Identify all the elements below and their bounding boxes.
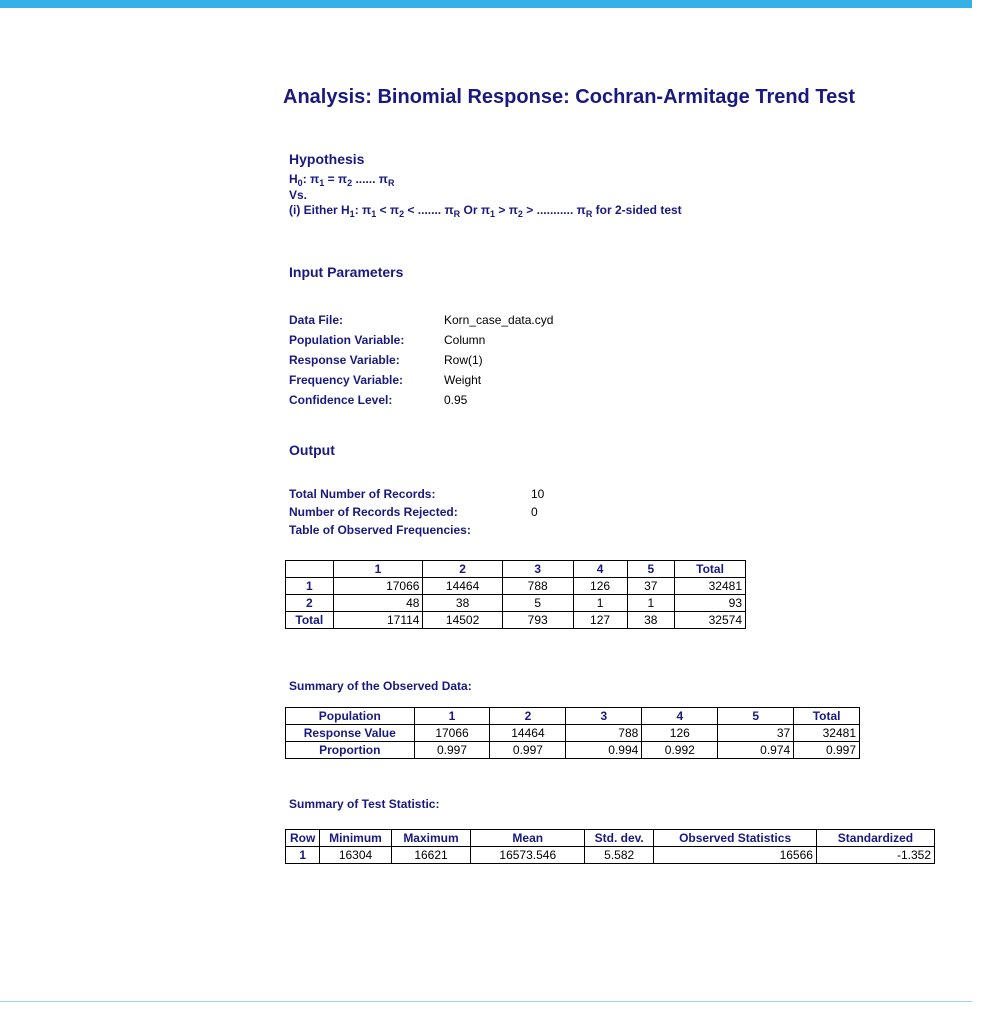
column-header: Standardized [816, 830, 934, 847]
summary-test-table [285, 829, 935, 864]
column-header: 5 [718, 708, 794, 725]
input-param-value: Row(1) [444, 353, 483, 367]
table-cell: 16304 [320, 847, 391, 864]
table-cell: 37 [627, 578, 675, 595]
input-param-row [289, 373, 481, 387]
bottom-divider [0, 1001, 972, 1002]
column-header: 5 [627, 561, 675, 578]
column-header: 4 [642, 708, 718, 725]
table-cell: 126 [573, 578, 627, 595]
column-header: Population [286, 708, 415, 725]
table-cell: 0.992 [642, 742, 718, 759]
column-header: Total [794, 708, 860, 725]
table-cell: 127 [573, 612, 627, 629]
input-param-value: Column [444, 333, 486, 347]
null-hypothesis: $H_0$: $\pi_1 = \pi_2$ ...... $\pi_R$ [289, 172, 395, 188]
table-cell: 32574 [675, 612, 746, 629]
page-title: Analysis: Binomial Response: Cochran-Armitage Trend Test [283, 86, 855, 108]
table-cell: 32481 [675, 578, 746, 595]
summary-observed-label: Summary of the Observed Data: [289, 679, 472, 693]
table-cell: -1.352 [816, 847, 934, 864]
row-header-cell: Response Value [286, 725, 415, 742]
table-cell: 48 [333, 595, 423, 612]
table-header-row [286, 708, 860, 725]
column-header: 2 [490, 708, 566, 725]
table-cell: 788 [502, 578, 573, 595]
column-header: 3 [566, 708, 642, 725]
table-cell: 0.997 [490, 742, 566, 759]
input-param-row [289, 313, 553, 327]
observed-frequencies-table [285, 560, 746, 629]
table-row [286, 847, 935, 864]
input-param-label: Data File: [289, 313, 344, 327]
column-header: 2 [423, 561, 502, 578]
alternative-hypothesis: (i) Either $H_1$: $\pi_1 < \pi_2$ < ....... $\pi_R$ Or $\pi_1 > \pi_2$ > ........... $\pi_R$ for 2-sided test [289, 203, 682, 219]
table-cell: 0.997 [794, 742, 860, 759]
row-header-cell: 2 [286, 595, 334, 612]
input-param-label: Response Variable: [289, 353, 400, 367]
row-header-cell: Proportion [286, 742, 415, 759]
hypothesis-heading: Hypothesis [289, 151, 365, 167]
table-row [286, 578, 746, 595]
table-cell: 0.974 [718, 742, 794, 759]
table-cell: 14502 [423, 612, 502, 629]
input-param-value: 0.95 [444, 393, 468, 407]
table-cell: 14464 [423, 578, 502, 595]
column-header [286, 561, 334, 578]
input-param-label: Confidence Level: [289, 393, 393, 407]
output-heading: Output [289, 442, 335, 458]
summary-observed-table [285, 707, 860, 759]
records-rejected: Number of Records Rejected: 0 [289, 505, 538, 519]
table-cell: 32481 [794, 725, 860, 742]
input-param-row [289, 353, 483, 367]
column-header: Minimum [320, 830, 391, 847]
column-header: 4 [573, 561, 627, 578]
input-param-value: Korn_case_data.cyd [444, 313, 554, 327]
table-cell: 38 [627, 612, 675, 629]
table-cell: 126 [642, 725, 718, 742]
input-param-row [289, 393, 467, 407]
versus-label: Vs. [289, 188, 308, 202]
table-cell: 1 [573, 595, 627, 612]
column-header: 1 [333, 561, 423, 578]
table-row [286, 725, 860, 742]
table-cell: 0.997 [414, 742, 490, 759]
input-param-label: Frequency Variable: [289, 373, 404, 387]
table-cell: 93 [675, 595, 746, 612]
column-header: 3 [502, 561, 573, 578]
input-param-row [289, 333, 485, 347]
table-cell: 16621 [391, 847, 471, 864]
column-header: Std. dev. [585, 830, 654, 847]
table-cell: 16573.546 [471, 847, 585, 864]
row-header-cell: 1 [286, 578, 334, 595]
row-header-cell: Total [286, 612, 334, 629]
table-header-row [286, 830, 935, 847]
column-header: 1 [414, 708, 490, 725]
table-cell: 17066 [333, 578, 423, 595]
row-header-cell: 1 [286, 847, 320, 864]
table-cell: 17114 [333, 612, 423, 629]
top-accent-bar [0, 0, 972, 8]
column-header: Total [675, 561, 746, 578]
column-header: Observed Statistics [654, 830, 817, 847]
table-cell: 14464 [490, 725, 566, 742]
column-header: Row [286, 830, 320, 847]
table-cell: 788 [566, 725, 642, 742]
table-cell: 0.994 [566, 742, 642, 759]
column-header: Mean [471, 830, 585, 847]
table-row [286, 742, 860, 759]
input-parameters-heading: Input Parameters [289, 264, 404, 280]
table-cell: 17066 [414, 725, 490, 742]
input-param-label: Population Variable: [289, 333, 405, 347]
table-header-row [286, 561, 746, 578]
table-cell: 5 [502, 595, 573, 612]
table-cell: 16566 [654, 847, 817, 864]
table-row [286, 612, 746, 629]
table-cell: 1 [627, 595, 675, 612]
table-cell: 37 [718, 725, 794, 742]
total-records: Total Number of Records: 10 [289, 487, 545, 501]
input-param-value: Weight [444, 373, 482, 387]
table-cell: 793 [502, 612, 573, 629]
column-header: Maximum [391, 830, 471, 847]
table-row [286, 595, 746, 612]
table-cell: 5.582 [585, 847, 654, 864]
summary-test-label: Summary of Test Statistic: [289, 797, 440, 811]
observed-frequencies-label: Table of Observed Frequencies: [289, 523, 471, 537]
table-cell: 38 [423, 595, 502, 612]
